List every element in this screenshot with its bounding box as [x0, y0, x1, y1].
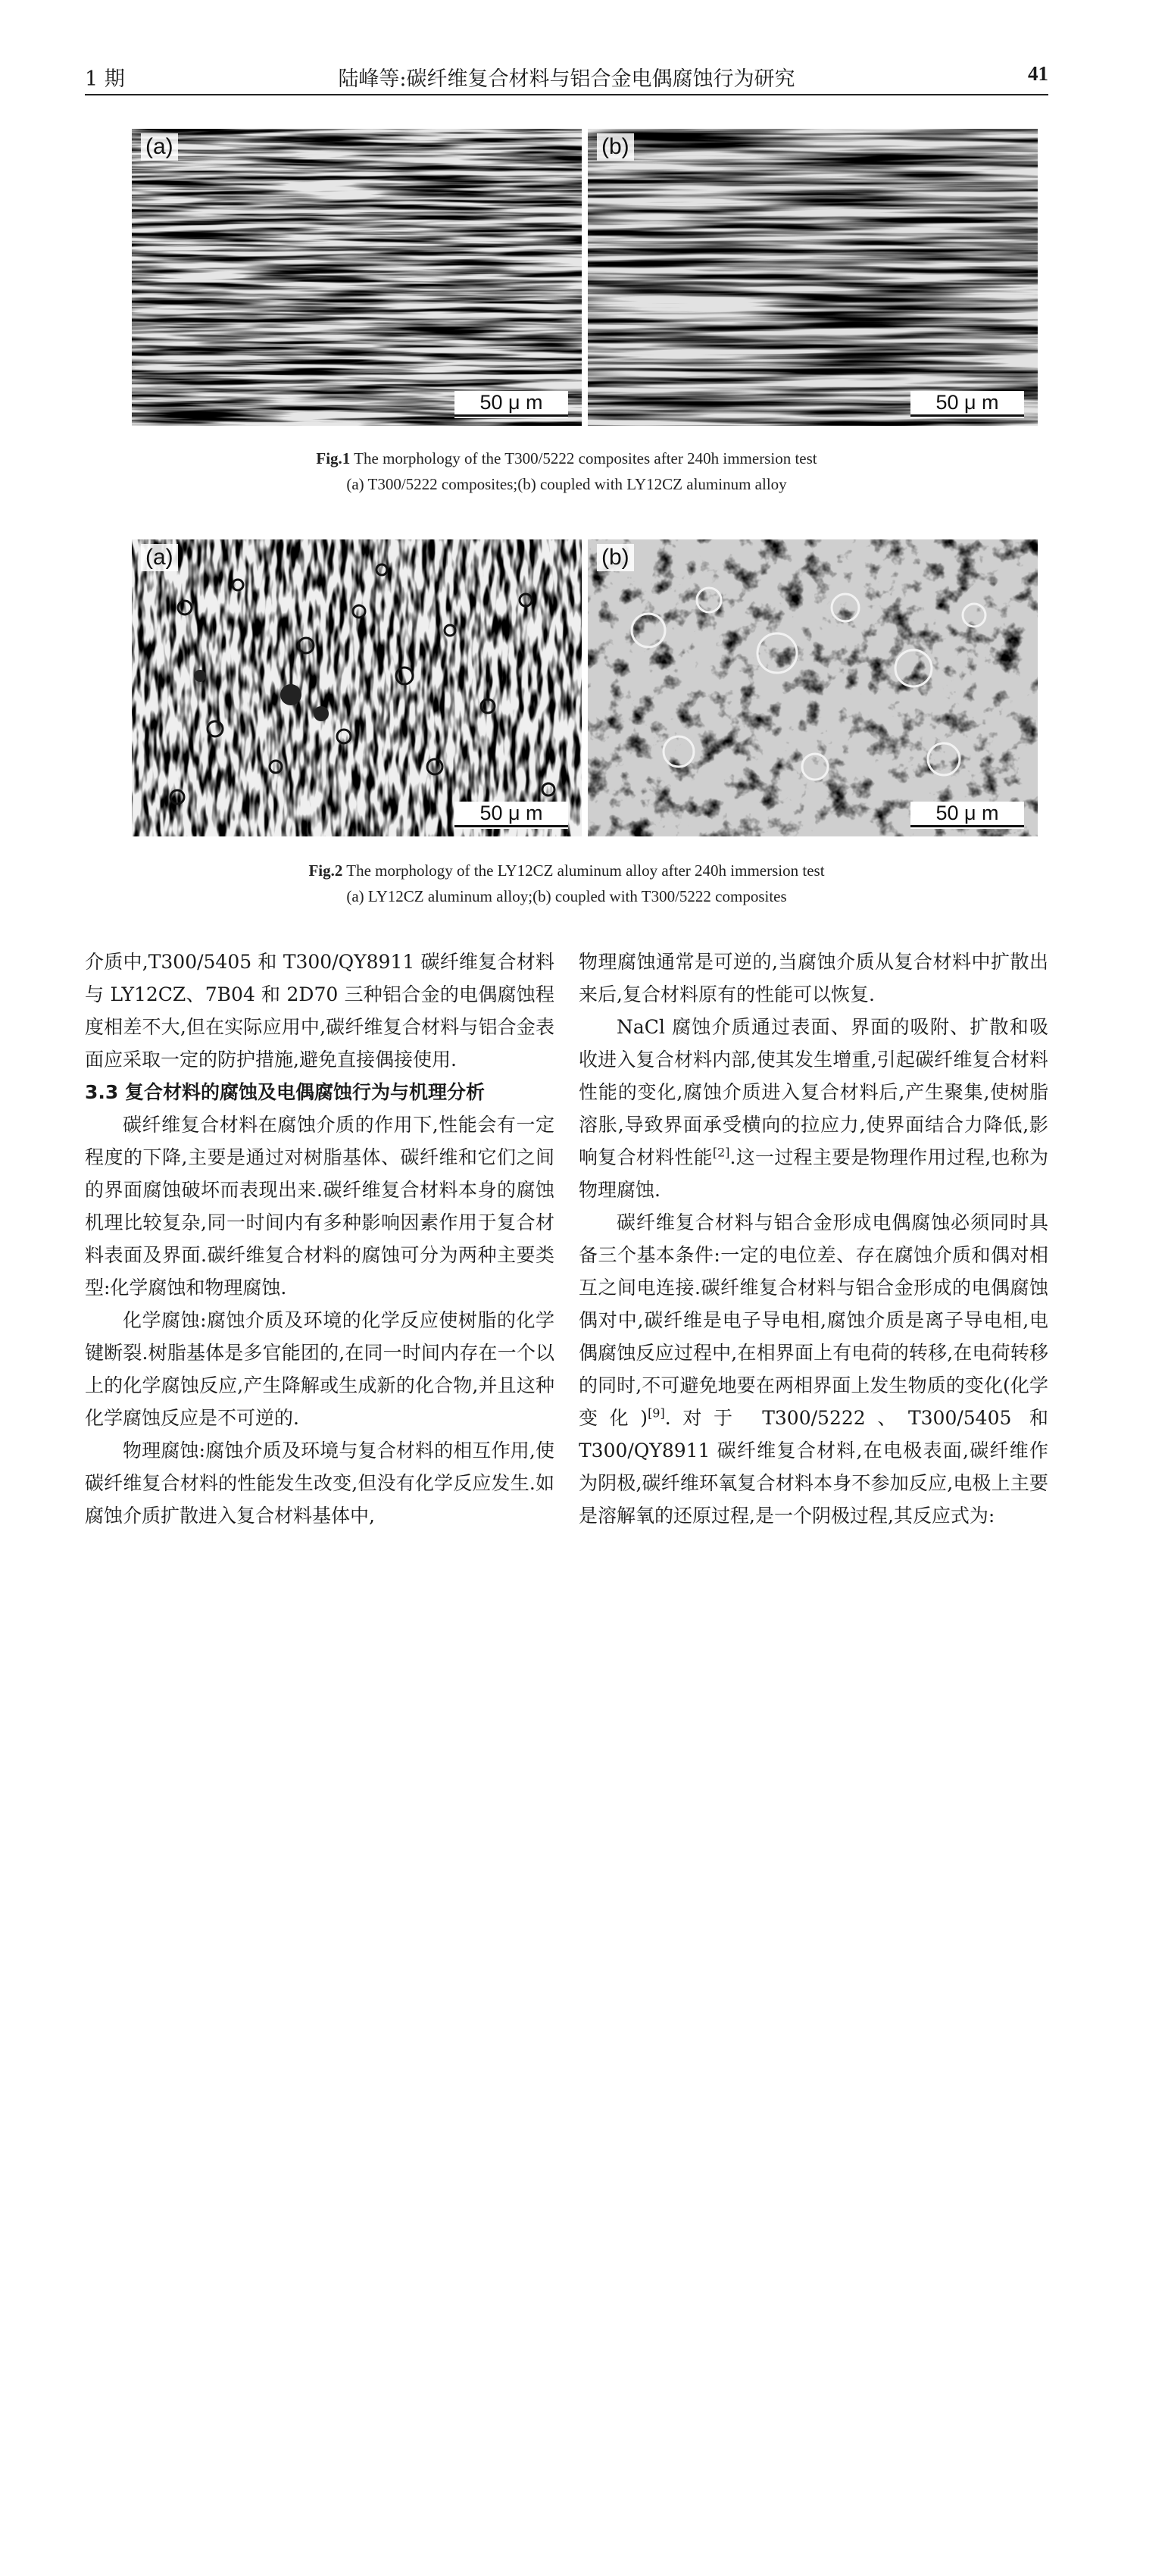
figure-1-caption: [85, 445, 1048, 497]
citation: [9]: [648, 1405, 665, 1421]
figure-2-caption: [85, 858, 1048, 909]
micrograph-image: [132, 539, 582, 836]
paragraph: 物理腐蚀:腐蚀介质及环境与复合材料的相互作用,使碳纤维复合材料的性能发生改变,但没有化学反应发生.如腐蚀介质扩散进入复合材料基体中,: [85, 1440, 554, 1527]
scale-bar: [910, 802, 1024, 829]
issue-label: 1 期: [85, 67, 125, 91]
caption-title: The morphology of the T300/5222 composites after 240h immersion test: [354, 449, 817, 467]
paragraph-text: 碳纤维复合材料与铝合金形成电偶腐蚀必须同时具备三个基本条件:一定的电位差、存在腐蚀介质和偶对相互之间电连接.碳纤维复合材料与铝合金形成的电偶腐蚀偶对中,碳纤维是电子导电相,腐蚀介质是离子导电相,电偶腐蚀反应过程中,在相界面上有电荷的转移,在电荷转移的同时,不可避免地要在两相界面上发生物质的变化(化学变化): [579, 1211, 1048, 1429]
paragraph: 碳纤维复合材料在腐蚀介质的作用下,性能会有一定程度的下降,主要是通过对树脂基体、碳纤维和它们之间的界面腐蚀破坏而表现出来.碳纤维复合材料本身的腐蚀机理比较复杂,同一时间内有多种影响因素作用于复合材料表面及界面.碳纤维复合材料的腐蚀可分为两种主要类型:化学腐蚀和物理腐蚀.: [85, 1114, 554, 1299]
paragraph: 介质中,T300/5405 和 T300/QY8911 碳纤维复合材料与 LY12CZ、7B04 和 2D70 三种铝合金的电偶腐蚀程度相差不大,但在实际应用中,碳纤维复合材料与铝合金表面应采取一定的防护措施,避免直接偶接使用.: [85, 951, 554, 1071]
running-title: 陆峰等:碳纤维复合材料与铝合金电偶腐蚀行为研究: [338, 67, 795, 91]
paragraph-text: .对于 T300/5222、T300/5405 和 T300/QY8911 碳纤维复合材料,在电极表面,碳纤维作为阴极,碳纤维环氧复合材料本身不参加反应,电极上主要是溶解氧的还原过程,是一个阴极过程,其反应式为:: [579, 1407, 1048, 1527]
scale-bar: [454, 802, 568, 829]
caption-title-line: [85, 445, 1048, 471]
scale-bar: [910, 391, 1024, 418]
paragraph: 化学腐蚀:腐蚀介质及环境的化学反应使树脂的化学键断裂.树脂基体是多官能团的,在同一时间内存在一个以上的化学腐蚀反应,产生降解或生成新的化合物,并且这种化学腐蚀反应是不可逆的.: [85, 1309, 554, 1429]
scale-bar-line: [454, 414, 568, 417]
caption-subtitle: (a) LY12CZ aluminum alloy;(b) coupled with T300/5222 composites: [346, 887, 787, 905]
paragraph: 物理腐蚀通常是可逆的,当腐蚀介质从复合材料中扩散出来后,复合材料原有的性能可以恢复.: [579, 951, 1048, 1005]
scale-bar-label: 50 μ m: [479, 391, 543, 414]
panel-label: (b): [597, 544, 634, 571]
figure-1-panel-a: [132, 129, 582, 426]
paragraph: [579, 1206, 1048, 1532]
figure-2-panel-a: [132, 539, 582, 836]
micrograph-image: [588, 129, 1038, 426]
caption-subtitle: (a) T300/5222 composites;(b) coupled with LY12CZ aluminum alloy: [346, 475, 787, 493]
section-heading: 3.3 复合材料的腐蚀及电偶腐蚀行为与机理分析: [85, 1081, 485, 1103]
paragraph-text: NaCl 腐蚀介质通过表面、界面的吸附、扩散和吸收进入复合材料内部,使其发生增重,引起碳纤维复合材料性能的变化,腐蚀介质进入复合材料后,产生聚集,使树脂溶胀,导致界面承受横向的拉应力,使界面结合力降低,影响复合材料性能: [579, 1016, 1048, 1168]
panel-label: (a): [141, 544, 178, 571]
caption-title-line: [85, 858, 1048, 883]
panel-label: (a): [141, 133, 178, 161]
scale-bar-label: 50 μ m: [935, 391, 999, 414]
micrograph-image: [588, 539, 1038, 836]
page-number: 41: [1028, 62, 1048, 85]
caption-prefix: Fig.1: [316, 449, 351, 467]
figure-2-panel-b: [588, 539, 1038, 836]
citation: [2]: [712, 1145, 730, 1160]
caption-title: The morphology of the LY12CZ aluminum alloy after 240h immersion test: [346, 861, 825, 880]
scale-bar-label: 50 μ m: [479, 802, 543, 824]
figure-2: [132, 539, 1038, 836]
caption-prefix: Fig.2: [308, 861, 343, 880]
left-column: [85, 946, 554, 1532]
paragraph-text: .这一过程主要是物理作用过程,也称为物理腐蚀.: [579, 1146, 1048, 1201]
scale-bar-line: [910, 825, 1024, 827]
figure-1: [132, 129, 1038, 426]
scale-bar: [454, 391, 568, 418]
scale-bar-line: [910, 414, 1024, 417]
scale-bar-line: [454, 825, 568, 827]
scale-bar-label: 50 μ m: [935, 802, 999, 824]
running-header: [85, 61, 1048, 95]
micrograph-image: [132, 129, 582, 426]
right-column: [579, 946, 1048, 1532]
panel-label: (b): [597, 133, 634, 161]
paragraph: [579, 1011, 1048, 1206]
figure-1-panel-b: [588, 129, 1038, 426]
